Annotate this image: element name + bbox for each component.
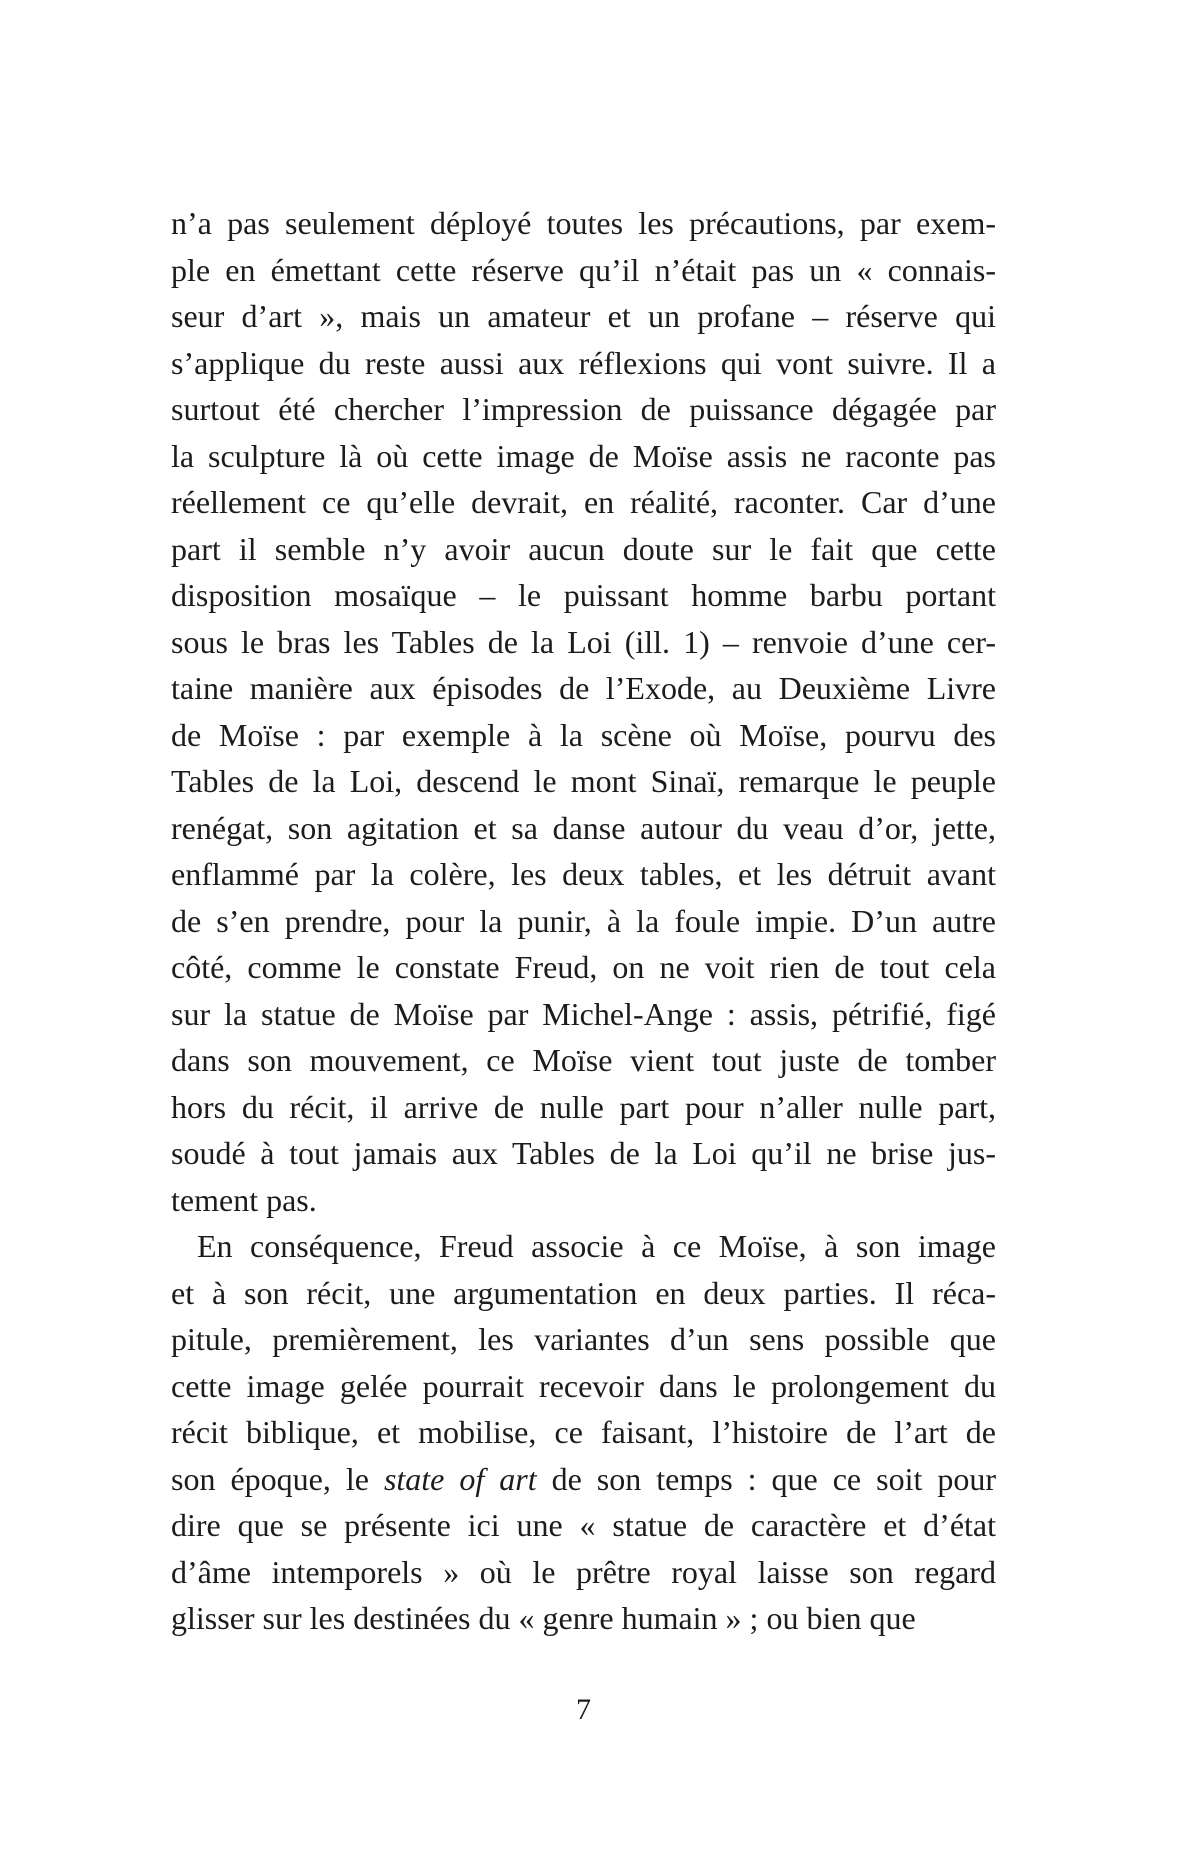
text-line: la sculpture là où cette image de Moïse assis ne raconte pas: [171, 437, 996, 474]
text-line: ple en émettant cette réserve qu’il n’était pas un « connais-: [171, 251, 996, 288]
text-line: taine manière aux épisodes de l’Exode, au Deuxième Livre: [171, 670, 996, 706]
text-line: renégat, son agitation et sa danse autour du veau d’or, jette,: [171, 809, 996, 846]
text-line: pitule, premièrement, les variantes d’un sens possible que: [171, 1321, 996, 1357]
paragraph: [171, 200, 996, 1223]
paragraph: [171, 1223, 996, 1642]
text-line: et à son récit, une argumentation en deux parties. Il réca-: [171, 1274, 996, 1311]
text-line: part il semble n’y avoir aucun doute sur le fait que cette: [171, 530, 996, 567]
text-line: seur d’art », mais un amateur et un profane – réserve qui: [171, 298, 996, 334]
text-line: glisser sur les destinées du « genre humain » ; ou bien que: [171, 1600, 916, 1636]
text-line: de Moïse : par exemple à la scène où Moïse, pourvu des: [171, 716, 996, 753]
text-line: n’a pas seulement déployé toutes les précautions, par exem-: [171, 205, 996, 241]
text-line: disposition mosaïque – le puissant homme barbu portant: [171, 577, 996, 613]
text-line: cette image gelée pourrait recevoir dans le prolongement du: [171, 1367, 996, 1404]
text-line: son époque, le state of art de son temps : que ce soit pour: [171, 1460, 997, 1497]
text-line: dans son mouvement, ce Moïse vient tout juste de tomber: [171, 1042, 996, 1078]
text-line: sous le bras les Tables de la Loi (ill. 1) – renvoie d’une cer-: [171, 623, 996, 660]
italic-phrase: state of art: [383, 1460, 537, 1497]
text-line: surtout été chercher l’impression de puissance dégagée par: [171, 391, 996, 427]
text-line: récit biblique, et mobilise, ce faisant, l’histoire de l’art de: [171, 1414, 996, 1450]
text-line: En conséquence, Freud associe à ce Moïse, à son image: [197, 1228, 996, 1264]
text-line: tement pas.: [171, 1181, 317, 1218]
text-line: hors du récit, il arrive de nulle part pour n’aller nulle part,: [171, 1088, 996, 1125]
text-line: soudé à tout jamais aux Tables de la Loi qu’il ne brise jus-: [171, 1135, 996, 1171]
page-number: 7: [576, 1693, 591, 1726]
text-line: réellement ce qu’elle devrait, en réalité, raconter. Car d’une: [171, 484, 996, 520]
text-line: enflammé par la colère, les deux tables, et les détruit avant: [171, 856, 996, 892]
text-line: Tables de la Loi, descend le mont Sinaï, remarque le peuple: [171, 763, 996, 799]
text-line: sur la statue de Moïse par Michel-Ange : assis, pétrifié, figé: [171, 995, 996, 1032]
text-line: d’âme intemporels » où le prêtre royal laisse son regard: [171, 1553, 996, 1590]
text-line: côté, comme le constate Freud, on ne voit rien de tout cela: [171, 949, 996, 985]
text-line: dire que se présente ici une « statue de caractère et d’état: [171, 1507, 996, 1543]
text-line: de s’en prendre, pour la punir, à la foule impie. D’un autre: [171, 902, 996, 939]
text-line: s’applique du reste aussi aux réflexions qui vont suivre. Il a: [171, 344, 996, 381]
body-text: [171, 200, 996, 1642]
